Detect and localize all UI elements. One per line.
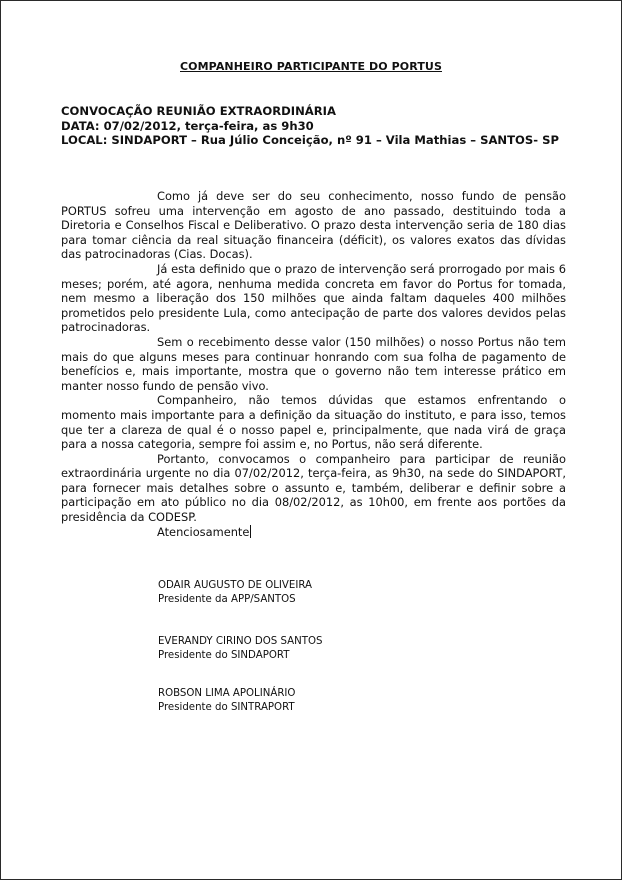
paragraph-2-text: Já esta definido que o prazo de intervenção será prorrogado por mais 6 meses; porém, até agora, nenhuma medida concreta em favor do Portus for tomada, nem mesmo a liberação dos 150 milhões que ainda faltam daqueles 400 milhões prometidos pelo presidente Lula, como antecipação de parte dos valores devidos pelas patrocinadoras. <box>61 261 566 335</box>
paragraph-2 <box>61 262 566 335</box>
paragraph-4-text: Companheiro, não temos dúvidas que estamos enfrentando o momento mais importante para a definição da situação do instituto, e para isso, temos que ter a clareza de qual é o nosso papel e, principalmente, que nada virá de graça para a nossa categoria, sempre foi assim e, no Portus, não será diferente. <box>61 393 566 452</box>
signature-name: ROBSON LIMA APOLINÁRIO <box>158 688 296 699</box>
header-convocation: CONVOCAÇÃO REUNIÃO EXTRAORDINÁRIA <box>61 104 336 118</box>
text-cursor <box>250 525 251 538</box>
closing-text: Atenciosamente <box>157 524 250 539</box>
signature-block-2 <box>158 635 322 664</box>
closing-line <box>61 525 566 540</box>
meeting-header <box>61 104 559 148</box>
signature-role: Presidente da APP/SANTOS <box>158 594 296 606</box>
header-date: DATA: 07/02/2012, terça-feira, as 9h30 <box>61 118 314 133</box>
signature-block-3 <box>158 687 295 716</box>
signature-role: Presidente do SINDAPORT <box>158 650 290 662</box>
document-title: COMPANHEIRO PARTICIPANTE DO PORTUS <box>180 60 442 73</box>
paragraph-4 <box>61 393 566 451</box>
paragraph-3 <box>61 335 566 393</box>
paragraph-3-text: Sem o recebimento desse valor (150 milhões) o nosso Portus não tem mais do que alguns meses para continuar honrando com sua folha de pagamento de benefícios e, mais importante, mostra que o governo não tem interesse prático em manter nosso fundo de pensão vivo. <box>61 334 566 393</box>
signature-name: EVERANDY CIRINO DOS SANTOS <box>158 636 323 647</box>
document-body <box>61 189 566 539</box>
header-location: LOCAL: SINDAPORT – Rua Júlio Conceição, nº 91 – Vila Mathias – SANTOS- SP <box>61 133 559 147</box>
signature-name: ODAIR AUGUSTO DE OLIVEIRA <box>158 580 312 591</box>
paragraph-1 <box>61 189 566 262</box>
paragraph-5 <box>61 452 566 525</box>
paragraph-5-text: Portanto, convocamos o companheiro para participar de reunião extraordinária urgente no dia 07/02/2012, terça-feira, as 9h30, na sede do SINDAPORT, para fornecer mais detalhes sobre o assunto e, também, deliberar e definir sobre a participação em ato público no dia 08/02/2012, as 10h00, em frente aos portões da presidência da CODESP. <box>61 451 566 525</box>
signature-role: Presidente do SINTRAPORT <box>158 702 295 714</box>
paragraph-1-text: Como já deve ser do seu conhecimento, nosso fundo de pensão PORTUS sofreu uma intervenção em agosto de ano passado, destituindo toda a Diretoria e Conselhos Fiscal e Deliberativo. O prazo desta intervenção seria de 180 dias para tomar ciência da real situação financeira (déficit), os valores exatos das dívidas das patrocinadoras (Cias. Docas). <box>61 189 566 262</box>
signature-block-1 <box>158 579 312 608</box>
